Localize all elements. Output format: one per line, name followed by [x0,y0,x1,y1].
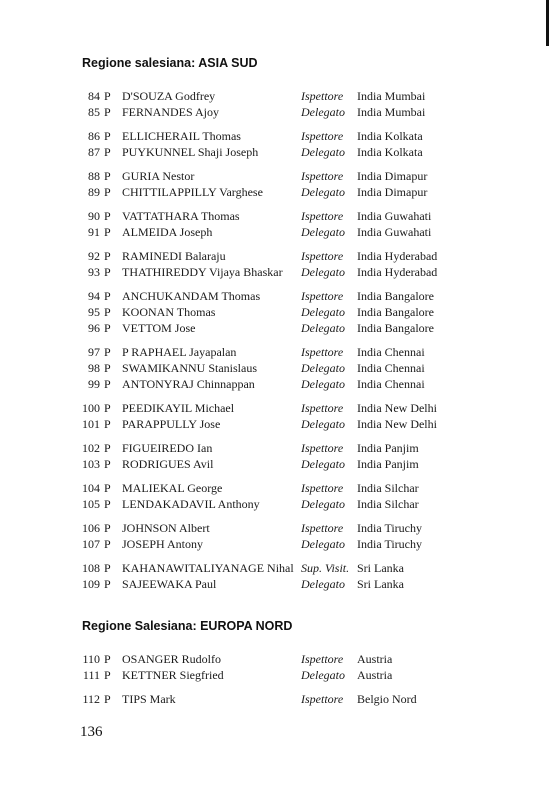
entry-number: 90 [88,209,100,223]
entry-title: P [104,169,111,183]
entry-title: P [104,537,111,551]
list-item [0,321,550,336]
entry-role: Delegato [301,497,345,511]
list-item [0,561,550,576]
entry-name: MALIEKAL George [122,481,223,495]
entry-title: P [104,417,111,431]
entry-title: P [104,577,111,591]
entry-number: 96 [88,321,100,335]
entry-number: 112 [82,692,100,706]
list-item [0,497,550,512]
list-item [0,377,550,392]
entry-role: Delegato [301,457,345,471]
entry-title: P [104,652,111,666]
entry-name: P RAPHAEL Jayapalan [122,345,237,359]
entry-name: THATHIREDDY Vijaya Bhaskar [122,265,283,279]
list-item [0,129,550,144]
entry-number: 95 [88,305,100,319]
entry-number: 98 [88,361,100,375]
entry-province: India Mumbai [357,105,426,119]
entry-title: P [104,377,111,391]
list-item [0,249,550,264]
entry-role: Ispettore [301,401,344,415]
page-number: 136 [80,724,103,740]
list-item [0,441,550,456]
entry-name: SWAMIKANNU Stanislaus [122,361,257,375]
entry-title: P [104,345,111,359]
entry-number: 105 [82,497,100,511]
entry-role: Ispettore [301,249,344,263]
entry-province: India Tiruchy [357,521,423,535]
entry-province: India New Delhi [357,401,437,415]
entry-title: P [104,321,111,335]
entry-role: Delegato [301,265,345,279]
list-item [0,105,550,120]
entry-number: 101 [82,417,100,431]
entry-name: ANTONYRAJ Chinnappan [122,377,255,391]
entry-province: India Silchar [357,497,419,511]
entry-role: Delegato [301,225,345,239]
entry-title: P [104,521,111,535]
entry-province: India Chennai [357,361,425,375]
entry-number: 107 [82,537,100,551]
list-item [0,185,550,200]
entry-role: Delegato [301,361,345,375]
entry-role: Ispettore [301,692,344,706]
entry-title: P [104,145,111,159]
entry-province: India Hyderabad [357,265,438,279]
list-item [0,209,550,224]
entry-title: P [104,249,111,263]
entry-role: Delegato [301,321,345,335]
entry-province: India Kolkata [357,129,423,143]
entry-role: Ispettore [301,209,344,223]
list-item [0,481,550,496]
entry-number: 104 [82,481,100,495]
entry-province: India Tiruchy [357,537,423,551]
entry-title: P [104,692,111,706]
entry-title: P [104,497,111,511]
entry-number: 93 [88,265,100,279]
entry-role: Delegato [301,185,345,199]
entry-name: CHITTILAPPILLY Varghese [122,185,263,199]
entry-name: JOHNSON Albert [122,521,210,535]
entry-title: P [104,105,111,119]
entry-number: 106 [82,521,100,535]
region-heading-europa-nord: Regione Salesiana: EUROPA NORD [82,619,293,633]
entry-name: PUYKUNNEL Shaji Joseph [122,145,259,159]
entry-number: 99 [88,377,100,391]
list-item [0,289,550,304]
entry-role: Delegato [301,668,345,682]
entry-number: 87 [88,145,100,159]
entry-number: 94 [88,289,100,303]
entry-number: 91 [88,225,100,239]
entry-province: India Chennai [357,377,425,391]
entry-province: India Hyderabad [357,249,438,263]
list-item [0,89,550,104]
entry-province: India Kolkata [357,145,423,159]
entry-province: India Guwahati [357,209,432,223]
entry-province: India Guwahati [357,225,432,239]
entry-name: JOSEPH Antony [122,537,204,551]
entry-number: 92 [88,249,100,263]
list-item [0,577,550,592]
list-item [0,401,550,416]
entry-role: Ispettore [301,345,344,359]
entry-number: 89 [88,185,100,199]
entry-role: Sup. Visit. [301,561,350,575]
entry-role: Delegato [301,577,345,591]
entry-title: P [104,305,111,319]
entry-name: PARAPPULLY Jose [122,417,221,431]
entry-number: 111 [82,668,100,682]
entry-name: VETTOM Jose [122,321,196,335]
entry-title: P [104,89,111,103]
entry-role: Ispettore [301,129,344,143]
entry-province: Sri Lanka [357,577,404,591]
list-item [0,457,550,472]
entry-name: KAHANAWITALIYANAGE Nihal [122,561,294,575]
entry-province: India New Delhi [357,417,437,431]
entry-title: P [104,225,111,239]
entry-role: Ispettore [301,89,344,103]
entry-province: India Panjim [357,441,419,455]
entry-number: 86 [88,129,100,143]
list-item [0,652,550,667]
entry-name: FERNANDES Ajoy [122,105,220,119]
entry-name: ELLICHERAIL Thomas [122,129,241,143]
entry-role: Delegato [301,377,345,391]
list-item [0,692,550,707]
entry-province: India Chennai [357,345,425,359]
entry-role: Delegato [301,105,345,119]
entry-number: 97 [88,345,100,359]
list-item [0,265,550,280]
entry-province: India Mumbai [357,89,426,103]
entry-province: India Bangalore [357,305,434,319]
list-item [0,361,550,376]
entry-name: RAMINEDI Balaraju [122,249,226,263]
entry-title: P [104,129,111,143]
entry-role: Delegato [301,305,345,319]
entry-title: P [104,561,111,575]
entry-title: P [104,668,111,682]
entry-name: ANCHUKANDAM Thomas [122,289,261,303]
entry-number: 84 [88,89,100,103]
region-heading-asia-sud: Regione salesiana: ASIA SUD [82,56,258,70]
entry-name: VATTATHARA Thomas [122,209,240,223]
entry-number: 85 [88,105,100,119]
entry-province: Belgio Nord [357,692,417,706]
entry-role: Ispettore [301,441,344,455]
entry-name: ALMEIDA Joseph [122,225,213,239]
entry-province: Austria [357,652,393,666]
entry-province: India Panjim [357,457,419,471]
entry-title: P [104,481,111,495]
list-item [0,537,550,552]
entry-province: India Dimapur [357,185,428,199]
entry-role: Delegato [301,417,345,431]
entry-role: Delegato [301,145,345,159]
entry-number: 100 [82,401,100,415]
list-item [0,225,550,240]
entry-number: 103 [82,457,100,471]
entry-province: India Bangalore [357,289,434,303]
entry-name: KOONAN Thomas [122,305,216,319]
entry-name: TIPS Mark [122,692,176,706]
entry-title: P [104,401,111,415]
entry-role: Ispettore [301,521,344,535]
entry-role: Ispettore [301,481,344,495]
entry-province: Austria [357,668,393,682]
entry-number: 88 [88,169,100,183]
entry-role: Delegato [301,537,345,551]
entry-name: PEEDIKAYIL Michael [122,401,235,415]
entry-province: Sri Lanka [357,561,404,575]
entry-name: KETTNER Siegfried [122,668,224,682]
entry-role: Ispettore [301,652,344,666]
entry-name: SAJEEWAKA Paul [122,577,217,591]
entry-title: P [104,209,111,223]
list-item [0,169,550,184]
entry-title: P [104,457,111,471]
list-item [0,521,550,536]
entry-number: 110 [82,652,100,666]
entry-province: India Dimapur [357,169,428,183]
list-item [0,668,550,683]
list-item [0,305,550,320]
list-item [0,345,550,360]
entry-number: 108 [82,561,100,575]
entry-name: GURIA Nestor [122,169,195,183]
entry-role: Ispettore [301,289,344,303]
entry-name: FIGUEIREDO Ian [122,441,213,455]
entry-province: India Silchar [357,481,419,495]
entry-role: Ispettore [301,169,344,183]
entry-name: RODRIGUES Avil [122,457,214,471]
entry-number: 109 [82,577,100,591]
entry-number: 102 [82,441,100,455]
list-item [0,145,550,160]
entry-title: P [104,185,111,199]
entry-title: P [104,265,111,279]
entry-name: OSANGER Rudolfo [122,652,222,666]
page-edge-mark [546,0,549,46]
entry-province: India Bangalore [357,321,434,335]
entry-title: P [104,289,111,303]
list-item [0,417,550,432]
entry-name: LENDAKADAVIL Anthony [122,497,260,511]
entry-title: P [104,361,111,375]
entry-title: P [104,441,111,455]
entry-name: D'SOUZA Godfrey [122,89,216,103]
